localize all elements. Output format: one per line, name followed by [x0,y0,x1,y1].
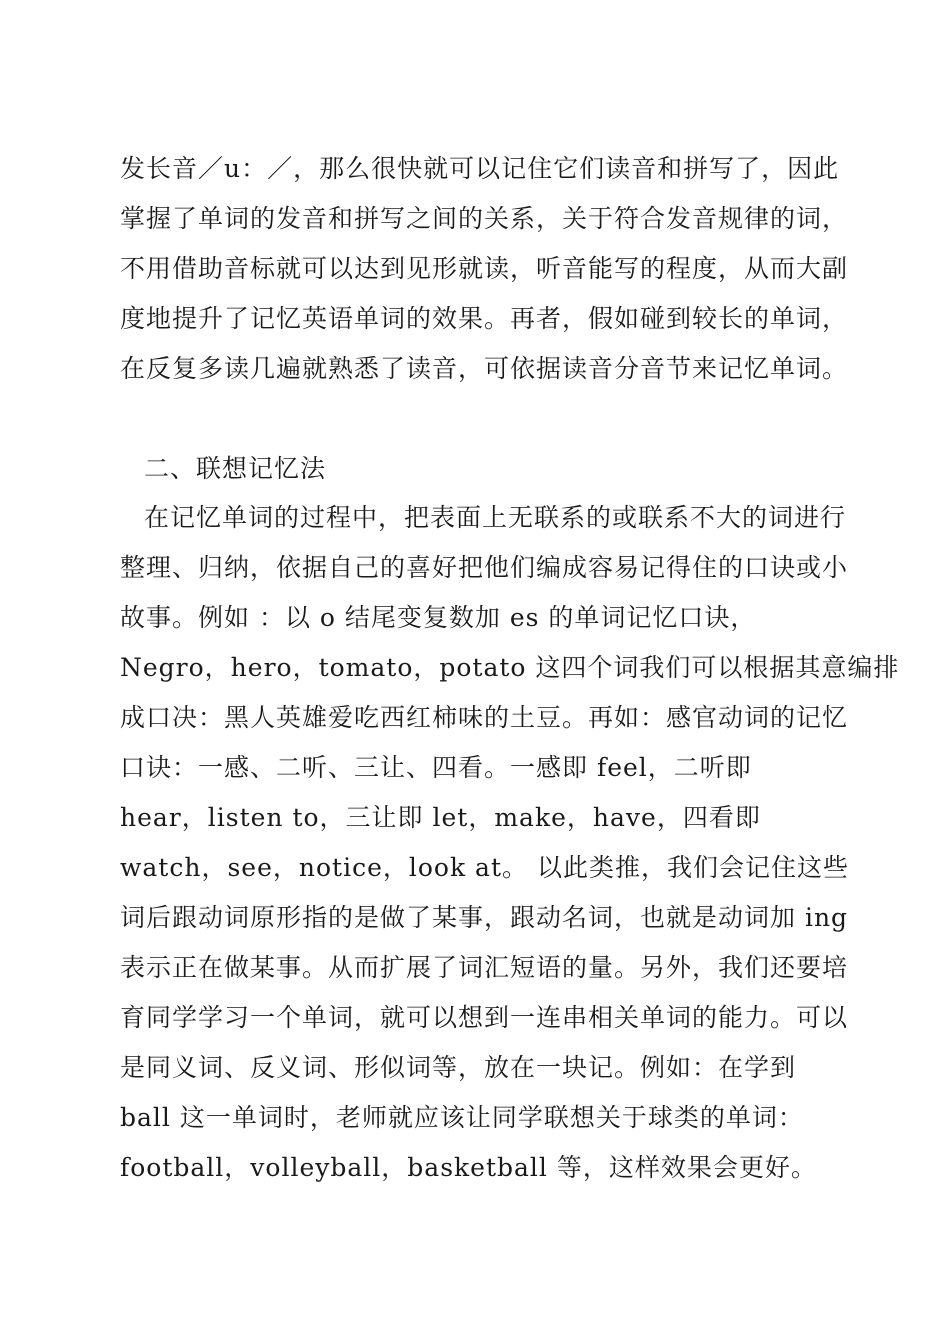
paragraph-2-line-9: 词后跟动词原形指的是做了某事，跟动名词，也就是动词加 ing [120,903,849,932]
paragraph-1-line-4: 度地提升了记忆英语单词的效果。再者，假如碰到较长的单词， [120,304,849,333]
paragraph-2-line-3: 故事。例如 ：以 o 结尾变复数加 es 的单词记忆口诀， [120,603,757,632]
paragraph-2-line-5: 成口决：黑人英雄爱吃西红柿味的土豆。再如：感官动词的记忆 [120,703,849,732]
paragraph-1-line-1: 发长音／u：／，那么很快就可以记住它们读音和拼写了，因此 [120,154,840,183]
paragraph-1-line-5: 在反复多读几遍就熟悉了读音，可依据读音分音节来记忆单词。 [120,354,849,383]
paragraph-2-line-14: football，volleyball，basketball 等，这样效果会更好。 [120,1153,817,1182]
paragraph-2-line-2: 整理、归纳，依据自己的喜好把他们编成容易记得住的口诀或小 [120,553,849,582]
paragraph-1-line-3: 不用借助音标就可以达到见形就读，听音能写的程度，从而大副 [120,254,849,283]
paragraph-2-line-7: hear，listen to，三让即 let，make，have，四看即 [120,803,761,832]
paragraph-2-line-13: ball 这一单词时，老师就应该让同学联想关于球类的单词： [120,1103,804,1132]
paragraph-2-line-10: 表示正在做某事。从而扩展了词汇短语的量。另外，我们还要培 [120,953,849,982]
section-heading: 二、联想记忆法 [144,454,327,483]
paragraph-2-line-8: watch，see，notice，look at。 以此类推，我们会记住这些 [120,853,849,882]
paragraph-2-line-6: 口诀：一感、二听、三让、四看。一感即 feel，二听即 [120,753,752,782]
paragraph-2-line-4: Negro，hero，tomato，potato 这四个词我们可以根据其意编排 [120,653,900,682]
paragraph-1-line-2: 掌握了单词的发音和拼写之间的关系，关于符合发音规律的词， [120,204,849,233]
paragraph-2-line-11: 育同学学习一个单词，就可以想到一连串相关单词的能力。可以 [120,1003,849,1032]
paragraph-2-line-1: 在记忆单词的过程中，把表面上无联系的或联系不大的词进行 [144,503,847,532]
paragraph-2-line-12: 是同义词、反义词、形似词等，放在一块记。例如：在学到 [120,1053,797,1082]
